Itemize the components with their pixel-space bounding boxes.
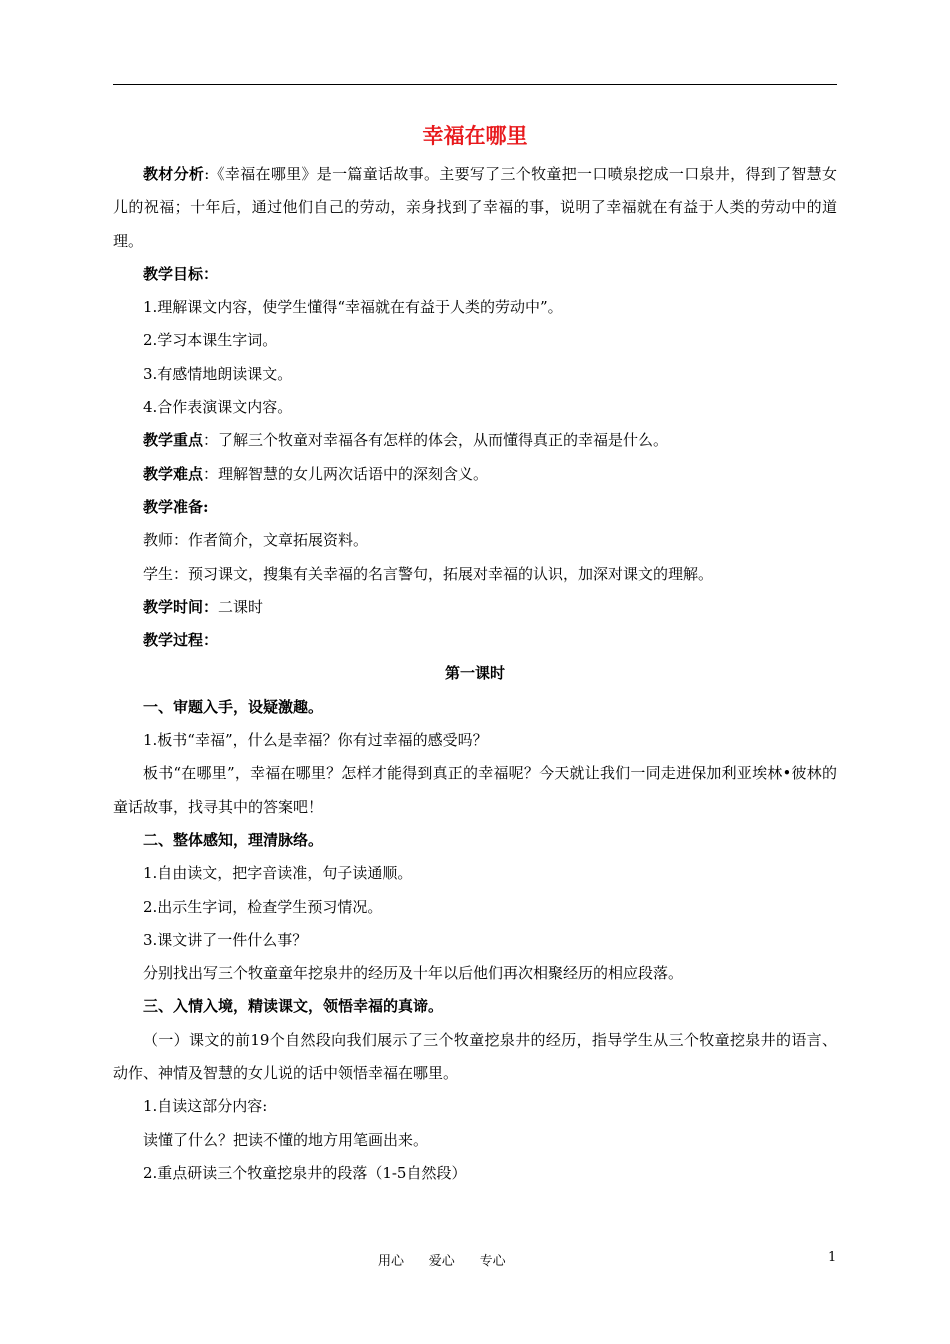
section-heading: 一、审题入手，设疑激趣。 — [143, 697, 324, 716]
analysis-text: :《幸福在哪里》是一篇童话故事。主要写了三个牧童把一口喷泉挖成一口泉井，得到了智慧女儿的祝福；十年后，通过他们自己的劳动，亲身找到了幸福的事，说明了幸福就在有益于人类的劳动中的道理。 — [113, 165, 837, 250]
goal-item: 2.学习本课生字词。 — [143, 331, 278, 350]
goal-item: 1.理解课文内容，使学生懂得“幸福就在有益于人类的劳动中”。 — [143, 298, 563, 317]
section2-item: 3.课文讲了一件什么事？ — [143, 930, 308, 949]
section2-item: 1.自由读文，把字音读准，句子读通顺。 — [143, 864, 413, 883]
preparation-paragraph — [113, 491, 837, 524]
header-rule — [113, 84, 837, 85]
lesson-heading: 第一课时 — [444, 664, 505, 683]
section3-item: 1.自读这部分内容: — [143, 1097, 268, 1116]
section-heading: 二、整体感知，理清脉络。 — [143, 830, 324, 849]
analysis-paragraph — [113, 158, 837, 258]
key-point-text: ：了解三个牧童对幸福各有怎样的体会，从而懂得真正的幸福是什么。 — [203, 431, 669, 450]
preparation-teacher: 教师：作者简介，文章拓展资料。 — [143, 531, 369, 550]
section-heading: 三、入情入境，精读课文，领悟幸福的真谛。 — [143, 997, 444, 1016]
document-title: 幸福在哪里 — [422, 123, 528, 148]
time-paragraph — [113, 591, 837, 624]
analysis-label: 教材分析 — [143, 165, 205, 183]
time-label: 教学时间： — [143, 597, 219, 616]
key-point-label: 教学重点 — [143, 431, 204, 450]
preparation-label: 教学准备 — [143, 497, 204, 516]
section1-paragraph: 板书“在哪里”，幸福在哪里？怎样才能得到真正的幸福呢？今天就让我们一同走进保加利亚埃林•彼林的童话故事，找寻其中的答案吧！ — [113, 764, 837, 816]
difficulty-paragraph — [113, 458, 837, 491]
section3-item: 2.重点研读三个牧童挖泉井的段落（1-5自然段） — [143, 1163, 467, 1182]
section2-item: 2.出示生字词，检查学生预习情况。 — [143, 897, 383, 916]
document-body — [113, 118, 837, 1190]
page-number: 1 — [828, 1250, 837, 1265]
difficulty-text: ：理解智慧的女儿两次话语中的深刻含义。 — [203, 464, 489, 483]
time-text: 二课时 — [218, 597, 264, 616]
goal-item: 3.有感情地朗读课文。 — [143, 364, 293, 383]
process-label: 教学过程： — [143, 631, 219, 650]
preparation-student: 学生：预习课文，搜集有关幸福的名言警句，拓展对幸福的认识，加深对课文的理解。 — [143, 564, 714, 583]
key-point-paragraph — [113, 424, 837, 457]
footer-text: 用心 爱心 专心 — [378, 1254, 506, 1269]
preparation-label-suffix: : — [203, 497, 209, 516]
page-footer — [0, 1246, 950, 1270]
section3-item: 读懂了什么？把读不懂的地方用笔画出来。 — [143, 1130, 429, 1149]
goals-label: 教学目标： — [143, 264, 219, 283]
section2-item: 分别找出写三个牧童童年挖泉井的经历及十年以后他们再次相聚经历的相应段落。 — [143, 964, 684, 983]
section3-intro: （一）课文的前19个自然段向我们展示了三个牧童挖泉井的经历，指导学生从三个牧童挖泉井的语言、动作、神情及智慧的女儿说的话中领悟幸福在哪里。 — [113, 1030, 837, 1083]
difficulty-label: 教学难点 — [143, 464, 204, 483]
section1-paragraph: 1.板书“幸福”，什么是幸福？你有过幸福的感受吗？ — [143, 731, 488, 750]
goal-item: 4.合作表演课文内容。 — [143, 398, 293, 417]
